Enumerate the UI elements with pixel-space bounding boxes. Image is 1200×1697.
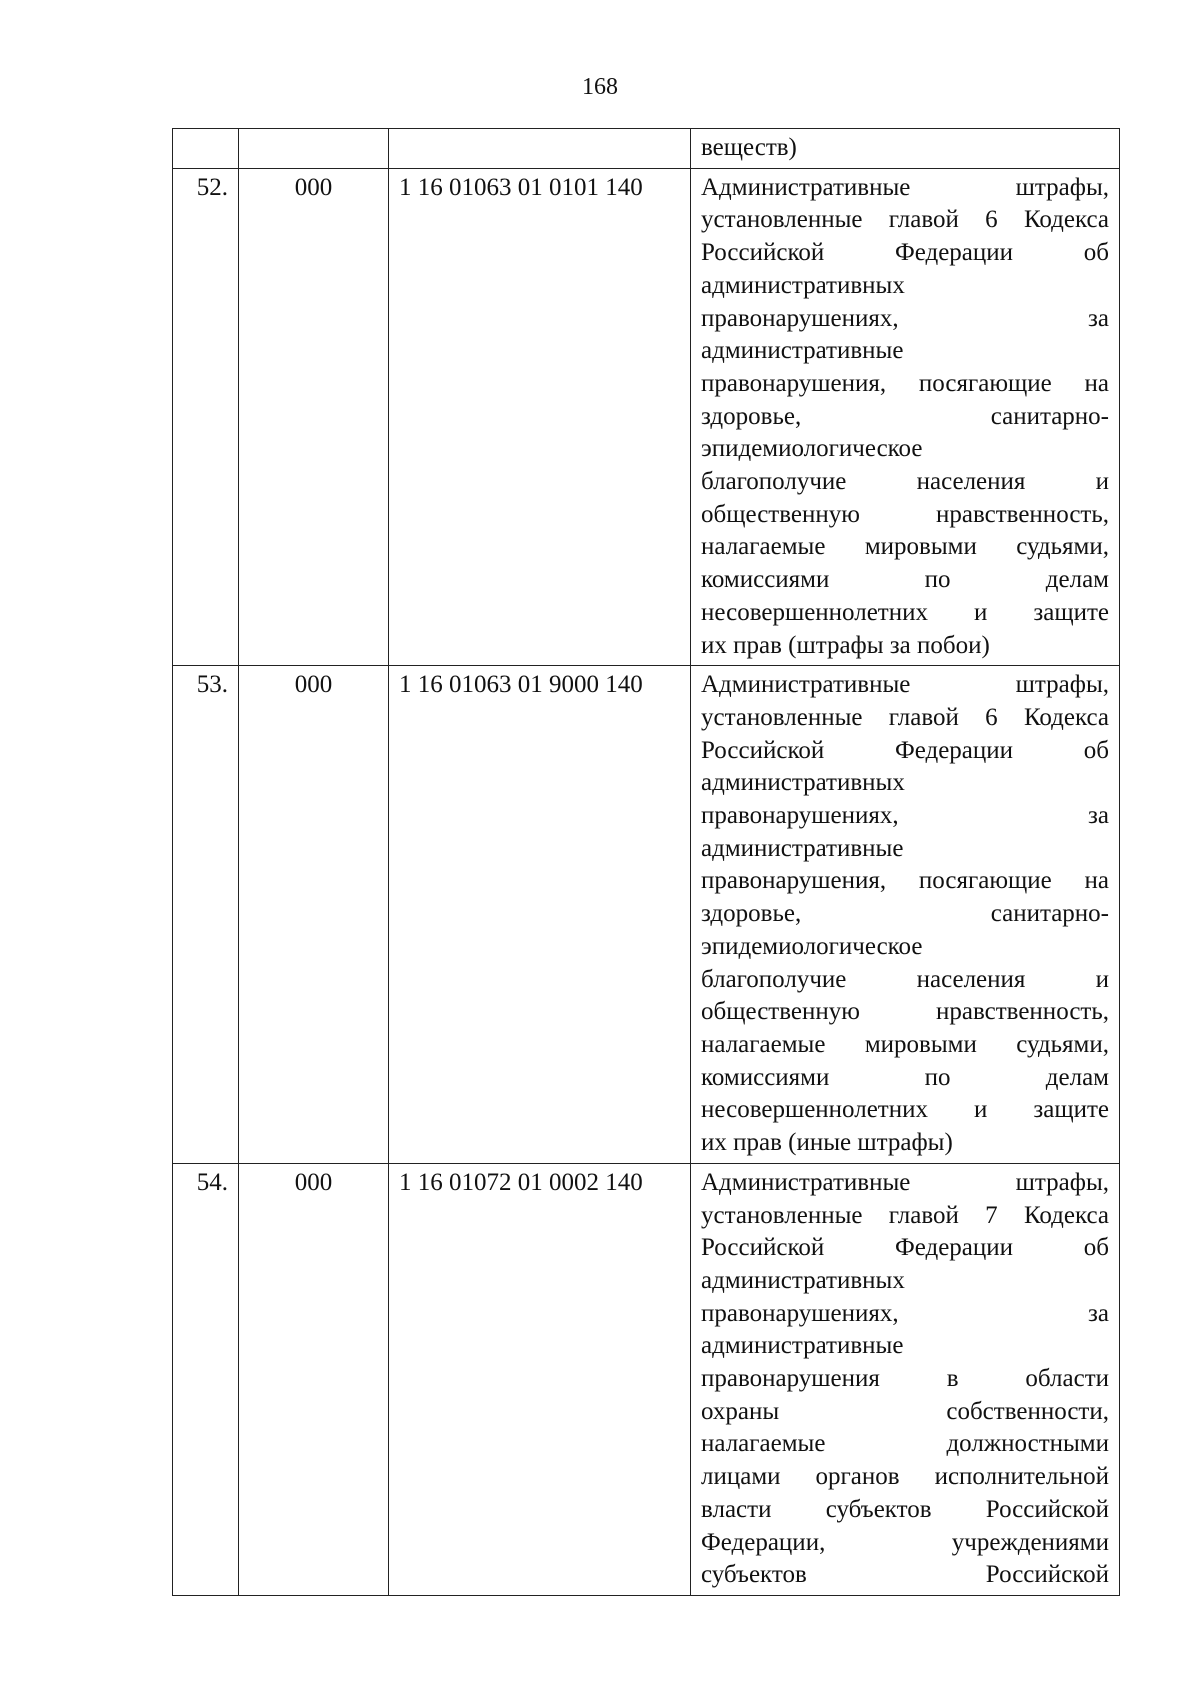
description-line: установленные главой 6 Кодекса <box>701 206 1109 234</box>
description-line: власти субъектов Российской <box>701 1495 1109 1523</box>
description-line: несовершеннолетних и защите <box>701 598 1109 626</box>
description-line: субъектов Российской <box>701 1561 1109 1589</box>
description-line: веществ) <box>701 134 797 161</box>
description-line: административных <box>701 769 905 797</box>
description-line: Российской Федерации об <box>701 1234 1109 1262</box>
table-row <box>173 1163 1120 1595</box>
description-line: Административные штрафы, <box>701 671 1109 699</box>
description-line: налагаемые мировыми судьями, <box>701 533 1109 561</box>
description-line: Российской Федерации об <box>701 239 1109 267</box>
description-line: охраны собственности, <box>701 1397 1109 1425</box>
table-row-continuation <box>173 129 1120 169</box>
table-row <box>173 168 1120 666</box>
admin-code-cell: 000 <box>239 168 389 666</box>
description-line: административные <box>701 337 904 365</box>
row-number-cell: 53. <box>173 666 239 1164</box>
description-line: административные <box>701 834 904 862</box>
description-line: лицами органов исполнительной <box>701 1463 1109 1491</box>
kbk-code-cell: 1 16 01072 01 0002 140 <box>389 1163 691 1595</box>
admin-code-cell: 000 <box>239 666 389 1164</box>
admin-code-cell: 000 <box>239 1163 389 1595</box>
description-line: комиссиями по делам <box>701 1063 1109 1091</box>
description-line: установленные главой 6 Кодекса <box>701 703 1109 731</box>
description-line: Федерации, учреждениями <box>701 1528 1109 1556</box>
description-line: правонарушения, посягающие на <box>701 867 1109 895</box>
description-line: эпидемиологическое <box>701 435 923 463</box>
description-line: здоровье, санитарно- <box>701 402 1109 430</box>
kbk-code-cell: 1 16 01063 01 9000 140 <box>389 666 691 1164</box>
description-line: благополучие населения и <box>701 468 1109 496</box>
description-line: комиссиями по делам <box>701 566 1109 594</box>
description-line: Административные штрафы, <box>701 1168 1109 1196</box>
description-line: налагаемые мировыми судьями, <box>701 1030 1109 1058</box>
description-cell <box>691 168 1120 666</box>
page-number: 168 <box>582 74 618 100</box>
description-line: административных <box>701 271 905 299</box>
description-cell <box>691 129 1120 169</box>
description-line: правонарушениях, за <box>701 1299 1109 1327</box>
description-line: их прав (штрафы за побои) <box>701 631 990 659</box>
description-line: правонарушения в области <box>701 1365 1109 1393</box>
table-body <box>173 129 1120 1596</box>
description-line: здоровье, санитарно- <box>701 900 1109 928</box>
description-line: административных <box>701 1266 905 1294</box>
kbk-code-cell <box>389 129 691 169</box>
description-line: административные <box>701 1332 904 1360</box>
budget-codes-table <box>172 128 1120 1596</box>
description-line: эпидемиологическое <box>701 932 923 960</box>
description-line: общественную нравственность, <box>701 500 1109 528</box>
kbk-code-cell: 1 16 01063 01 0101 140 <box>389 168 691 666</box>
description-line: правонарушениях, за <box>701 802 1109 830</box>
description-line: их прав (иные штрафы) <box>701 1129 953 1157</box>
description-cell <box>691 1163 1120 1595</box>
row-number-cell: 54. <box>173 1163 239 1595</box>
description-line: правонарушениях, за <box>701 304 1109 332</box>
admin-code-cell <box>239 129 389 169</box>
description-line: налагаемые должностными <box>701 1430 1109 1458</box>
description-line: Административные штрафы, <box>701 173 1109 201</box>
description-line: Российской Федерации об <box>701 736 1109 764</box>
description-line: установленные главой 7 Кодекса <box>701 1201 1109 1229</box>
description-line: несовершеннолетних и защите <box>701 1096 1109 1124</box>
description-line: общественную нравственность, <box>701 998 1109 1026</box>
description-cell <box>691 666 1120 1164</box>
table-row <box>173 666 1120 1164</box>
row-number-cell: 52. <box>173 168 239 666</box>
description-line: правонарушения, посягающие на <box>701 369 1109 397</box>
row-number-cell <box>173 129 239 169</box>
description-line: благополучие населения и <box>701 965 1109 993</box>
